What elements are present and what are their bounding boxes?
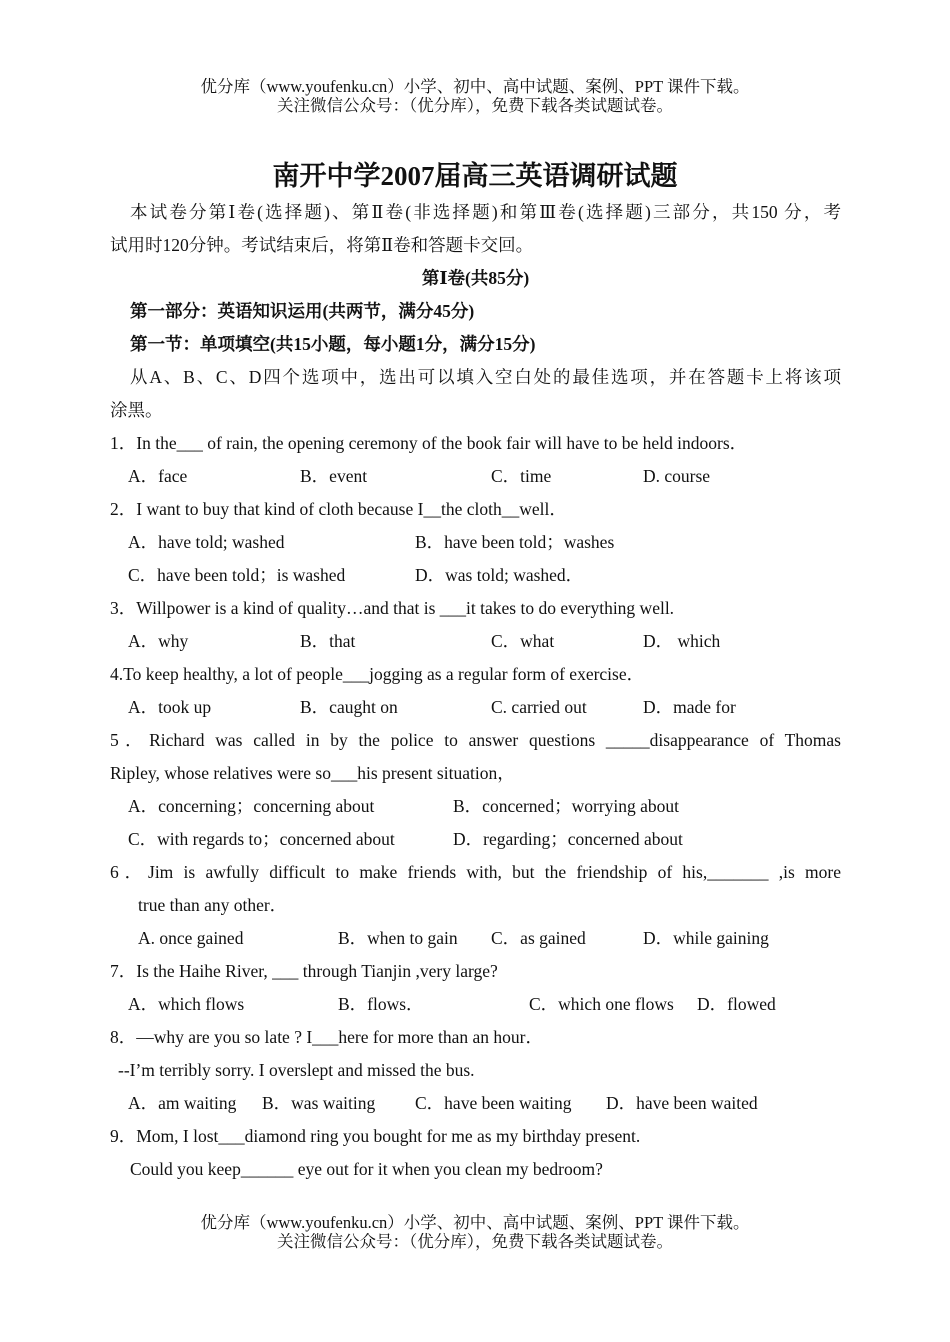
question-5-options-cd [110,823,841,856]
option-b: B．was waiting [262,1093,376,1113]
page-title: 南开中学2007届高三英语调研试题 [272,161,678,191]
option-c: C. carried out [491,697,587,717]
option-c: C．as gained [491,928,586,948]
option-d: D．regarding；concerned about [453,829,683,849]
question-1-stem: 1．In the___ of rain, the opening ceremony of the book fair will have to be held indoors． [110,433,748,453]
page-header [0,77,950,115]
question-2-options-ab [110,526,841,559]
question-9-stem-line-1: 9．Mom, I lost___diamond ring you bought for me as my birthday present. [110,1126,641,1146]
option-d: D. course [643,466,711,486]
option-c: C．time [491,466,552,486]
instructions-line-2: 涂黑。 [110,400,163,420]
option-c: C．have been told；is washed [128,565,346,585]
option-c: C．with regards to；concerned about [128,829,395,849]
option-b: B．caught on [300,697,398,717]
option-d: D．flowed [697,994,776,1014]
option-b: B．flows． [338,994,424,1014]
option-a: A．concerning；concerning about [128,796,375,816]
question-6-stem-line-2: true than any other． [138,895,288,915]
option-a: A．why [128,631,189,651]
question-6-stem-line-1: 6．Jim is awfully difficult to make friends with, but the friendship of his,_______ ,is more [110,862,841,882]
option-d: D． which [643,631,721,651]
header-line-1: 优分库（www.youfenku.cn）小学、初中、高中试题、案例、PPT 课件下载。 [200,77,750,96]
page-footer [0,1213,950,1251]
question-5-stem-line-2: Ripley, whose relatives were so___his present situation， [110,763,515,783]
question-7-options [110,988,841,1021]
option-c: C．have been waiting [415,1093,572,1113]
question-1-options [110,460,841,493]
question-8-stem-line-2: --I’m terribly sorry. I overslept and missed the bus. [118,1060,475,1080]
question-2-stem: 2．I want to buy that kind of cloth because I__the cloth__well． [110,499,567,519]
footer-line-1: 优分库（www.youfenku.cn）小学、初中、高中试题、案例、PPT 课件下载。 [200,1213,750,1232]
option-a: A．face [128,466,188,486]
question-3-options [110,625,841,658]
question-5-options-ab [110,790,841,823]
question-2-options-cd [110,559,841,592]
question-4-stem: 4.To keep healthy, a lot of people___jogging as a regular form of exercise． [110,664,645,684]
part-heading: 第一部分：英语知识运用(共两节，满分45分) [130,301,475,321]
question-7-stem: 7．Is the Haihe River, ___ through Tianjin ,very large? [110,961,498,981]
option-b: B．that [300,631,356,651]
instructions-line-1: 从A、B、C、D四个选项中，选出可以填入空白处的最佳选项，并在答题卡上将该项 [130,367,841,387]
question-5-stem-line-1: 5．Richard was called in by the police to answer questions _____disappearance of Thomas [110,730,841,750]
question-9-stem-line-2: Could you keep______ eye out for it when you clean my bedroom? [130,1159,603,1179]
question-3-stem: 3．Willpower is a kind of quality…and that is ___it takes to do everything well. [110,598,675,618]
option-b: B．concerned；worrying about [453,796,679,816]
question-8-options [110,1087,841,1120]
question-4-options [110,691,841,724]
option-d: D．made for [643,697,736,717]
option-b: B．have been told；washes [415,532,615,552]
option-d: D．have been waited [606,1093,758,1113]
option-a: A. once gained [138,928,244,948]
exam-body [110,196,841,1186]
question-6-options [110,922,841,955]
footer-line-2: 关注微信公众号：（优分库），免费下载各类试题试卷。 [277,1232,673,1251]
option-d: D．while gaining [643,928,769,948]
option-d: D．was told; washed． [415,565,584,585]
intro-line-2: 试用时120分钟。考试结束后，将第Ⅱ卷和答题卡交回。 [110,235,534,255]
question-8-stem-line-1: 8．—why are you so late ? I___here for more than an hour． [110,1027,543,1047]
option-a: A．took up [128,697,212,717]
volume-heading: 第Ⅰ卷(共85分) [421,268,530,288]
header-line-2: 关注微信公众号：（优分库），免费下载各类试题试卷。 [277,96,673,115]
option-b: B．event [300,466,368,486]
option-c: C．which one flows [529,994,674,1014]
intro-line-1: 本试卷分第Ⅰ卷(选择题)、第Ⅱ卷(非选择题)和第Ⅲ卷(选择题)三部分，共150 分，考 [130,202,841,222]
option-b: B．when to gain [338,928,458,948]
option-a: A．which flows [128,994,245,1014]
option-c: C．what [491,631,555,651]
option-a: A．have told; washed [128,532,285,552]
option-a: A．am waiting [128,1093,237,1113]
section-heading: 第一节：单项填空(共15小题，每小题1分，满分15分) [130,334,536,354]
